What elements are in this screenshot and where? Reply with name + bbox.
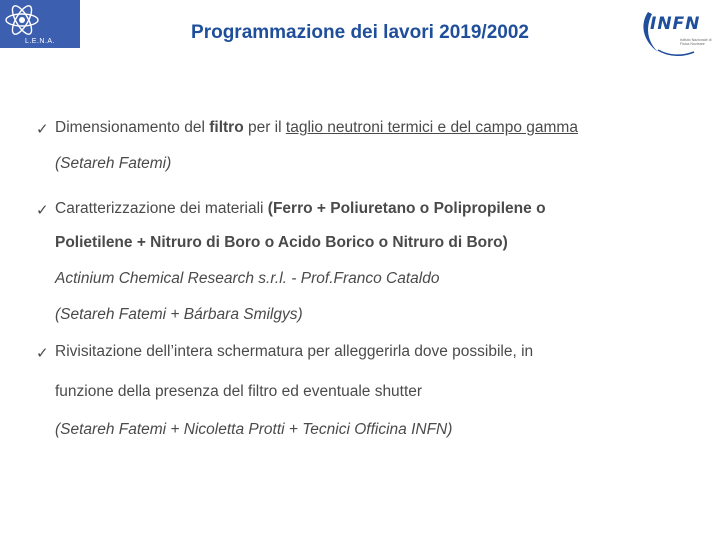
page-title: Programmazione dei lavori 2019/2002 xyxy=(191,22,529,43)
bullet-line xyxy=(55,200,546,218)
text-segment: Rivisitazione dell’intera schermatura per alleggerirla dove possibile, in xyxy=(55,343,534,360)
text-segment: (Setareh Fatemi + Bárbara Smilgys) xyxy=(55,306,303,323)
checkmark-icon: ✓ xyxy=(36,345,49,362)
bullet-line xyxy=(55,119,578,137)
text-segment: Caratterizzazione dei materiali xyxy=(55,200,268,217)
lena-logo-text: L.E.N.A. xyxy=(24,38,56,45)
checkmark-icon: ✓ xyxy=(36,202,49,219)
text-segment: Dimensionamento del xyxy=(55,119,210,136)
infn-logo-subtext: Istituto Nazionale di Fisica Nucleare xyxy=(680,38,712,47)
checkmark-icon: ✓ xyxy=(36,121,49,138)
text-segment: Polietilene + Nitruro di Boro o Acido Borico o Nitruro di Boro) xyxy=(55,234,508,251)
bullet-line xyxy=(55,155,171,173)
text-segment: per il xyxy=(243,119,286,136)
bullet-line xyxy=(55,234,508,252)
bullet-line xyxy=(55,306,303,324)
bullet-line xyxy=(55,270,439,288)
text-segment: Actinium Chemical Research s.r.l. - Prof.Franco Cataldo xyxy=(55,270,440,287)
infn-logo xyxy=(638,0,720,62)
text-segment: (Setareh Fatemi + Nicoletta Protti + Tecnici Officina INFN) xyxy=(55,421,453,438)
text-segment: taglio neutroni termici e del campo gamma xyxy=(285,119,578,136)
bullet-line xyxy=(55,383,422,401)
text-segment: funzione della presenza del filtro ed eventuale shutter xyxy=(55,383,423,400)
text-segment: (Setareh Fatemi) xyxy=(55,155,172,172)
bullet-line xyxy=(55,421,452,439)
bullet-line xyxy=(55,343,533,361)
infn-logo-text: INFN xyxy=(650,14,701,34)
text-segment: filtro xyxy=(209,119,244,136)
text-segment: (Ferro + Poliuretano o Polipropilene o xyxy=(267,200,546,217)
